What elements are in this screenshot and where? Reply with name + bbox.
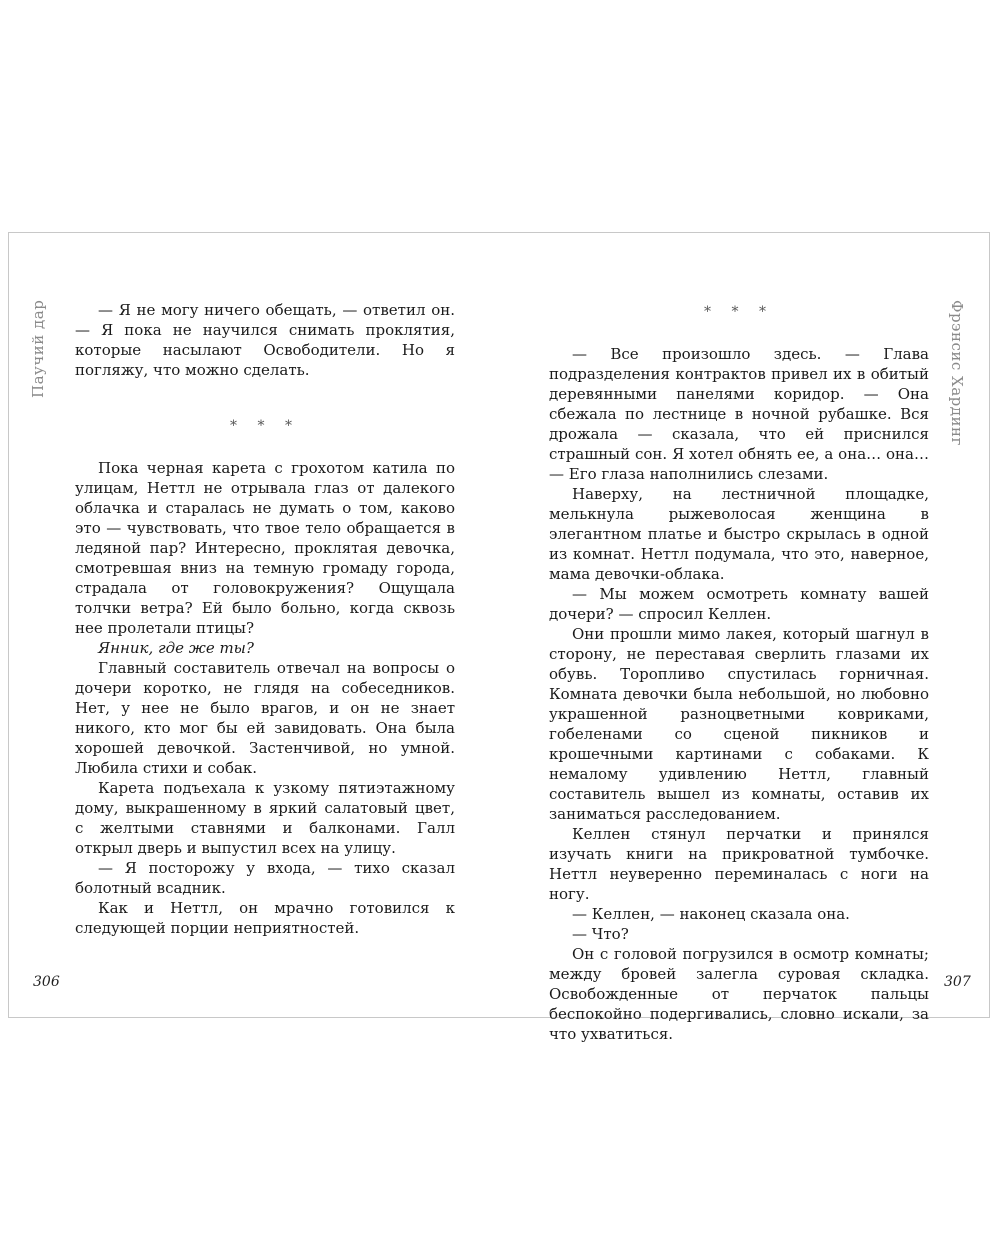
paragraph: Как и Неттл, он мрачно готовился к следующей порции неприятностей.	[75, 899, 455, 937]
paragraph: Он с головой погрузился в осмотр комнаты; между бровей залегла суровая складка. Освобожденные от перчаток пальцы беспокойно подергивались, словно искали, за что ухватиться.	[549, 945, 929, 1043]
left-page	[75, 300, 455, 938]
paragraph: Главный составитель отвечал на вопросы о дочери коротко, не глядя на собеседников. Нет, у нее не было врагов, и он не знает никого, кто мог бы ей завидовать. Она была хорошей девочкой. Застенчивой, но умной. Любила стихи и собак.	[75, 659, 455, 777]
left-page-number: 306	[33, 974, 60, 990]
right-page-number: 307	[944, 974, 971, 990]
paragraph-italic: Янник, где же ты?	[98, 639, 254, 657]
paragraph: — Все произошло здесь. — Глава подразделения контрактов привел их в обитый деревянными панелями коридор. — Она сбежала по лестнице в ночной рубашке. Вся дрожала — сказала, что ей приснился страшный сон. Я хотел обнять ее, а она… она… — Его глаза наполнились слезами.	[549, 345, 929, 483]
right-page	[549, 302, 929, 1044]
paragraph: Келлен стянул перчатки и принялся изучать книги на прикроватной тумбочке. Неттл неуверенно переминалась с ноги на ногу.	[549, 825, 929, 903]
paragraph: — Мы можем осмотреть комнату вашей дочери? — спросил Келлен.	[549, 585, 929, 623]
paragraph: Карета подъехала к узкому пятиэтажному дому, выкрашенному в яркий салатовый цвет, с желтыми ставнями и балконами. Галл открыл дверь и выпустил всех на улицу.	[75, 779, 455, 857]
paragraph: Они прошли мимо лакея, который шагнул в сторону, не переставая сверлить глазами их обувь. Торопливо спустилась горничная. Комната девочки была небольшой, но любовно украшенной разноцветными ковриками, гобеленами со сценой пикников и крошечными картинами с собаками. К немалому удивлению Неттл, главный составитель вышел из комнаты, оставив их заниматься расследованием.	[549, 625, 929, 823]
section-break: * * *	[230, 418, 300, 434]
paragraph: — Я посторожу у входа, — тихо сказал болотный всадник.	[75, 859, 455, 897]
paragraph: Наверху, на лестничной площадке, мелькнула рыжеволосая женщина в элегантном платье и быстро скрылась в одной из комнат. Неттл подумала, что это, наверное, мама девочки-облака.	[549, 485, 929, 583]
section-break: * * *	[704, 304, 774, 320]
left-running-title: Паучий дар	[29, 299, 47, 398]
paragraph: — Келлен, — наконец сказала она.	[572, 905, 850, 923]
paragraph: — Я не могу ничего обещать, — ответил он. — Я пока не научился снимать проклятия, которые насылают Освободители. Но я погляжу, что можно сделать.	[75, 301, 455, 379]
right-running-title: Фрэнсис Хардинг	[948, 300, 966, 446]
paragraph: — Что?	[572, 925, 629, 943]
paragraph: Пока черная карета с грохотом катила по улицам, Неттл не отрывала глаз от далекого облачка и старалась не думать о том, каково это — чувствовать, что твое тело обращается в ледяной пар? Интересно, проклятая девочка, смотревшая вниз на темную громаду города, страдала от головокружения? Ощущала толчки ветра? Ей было больно, когда сквозь нее пролетали птицы?	[75, 459, 455, 637]
